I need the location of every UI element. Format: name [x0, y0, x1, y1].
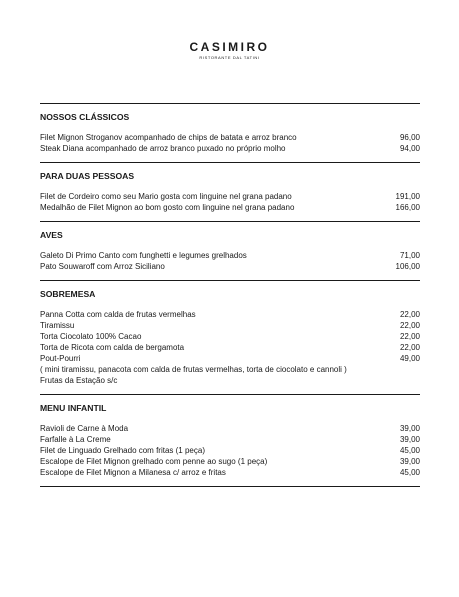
menu-item-price: 49,00 [399, 354, 420, 363]
section-title: NOSSOS CLÁSSICOS [40, 112, 130, 122]
section-title: AVES [40, 230, 63, 240]
menu-item [40, 331, 420, 342]
menu-item-name: Escalope de Filet Mignon grelhado com penne ao sugo (1 peça) [40, 457, 268, 466]
menu-item-name: Pato Souwaroff com Arroz Siciliano [40, 262, 165, 271]
menu-item-price: 39,00 [399, 457, 420, 466]
menu-item-price: 191,00 [395, 192, 420, 201]
menu-item-name: Farfalle à La Creme [40, 435, 111, 444]
menu-item [40, 434, 420, 445]
menu-item-price: 71,00 [399, 251, 420, 260]
menu-item [40, 423, 420, 434]
brand-name: CASIMIRO [189, 40, 270, 54]
menu-item-name: Frutas da Estação s/c [40, 376, 118, 385]
menu-section [40, 103, 420, 162]
section-title: PARA DUAS PESSOAS [40, 171, 135, 181]
menu-item [40, 143, 420, 154]
menu-section [40, 221, 420, 280]
menu-item-name: Panna Cotta com calda de frutas vermelhas [40, 310, 196, 319]
menu-item [40, 364, 420, 375]
menu-item-price: 45,00 [399, 468, 420, 477]
section-title: MENU INFANTIL [40, 403, 107, 413]
menu-section [40, 280, 420, 394]
menu-item-name: Filet de Cordeiro como seu Mario gosta com linguine nel grana padano [40, 192, 292, 201]
menu-item-price: 22,00 [399, 321, 420, 330]
brand-tagline: RISTORANTE DAL TATINI [199, 55, 260, 60]
menu-item [40, 191, 420, 202]
menu-item-price: 39,00 [399, 424, 420, 433]
menu-item-name: Filet de Linguado Grelhado com fritas (1 peça) [40, 446, 205, 455]
menu-section [40, 162, 420, 221]
menu-item [40, 342, 420, 353]
menu-item-name: Escalope de Filet Mignon a Milanesa c/ arroz e fritas [40, 468, 226, 477]
menu-item [40, 467, 420, 478]
menu-item [40, 261, 420, 272]
menu-item-price: 96,00 [399, 133, 420, 142]
menu-item [40, 202, 420, 213]
menu-item-name: Tiramissu [40, 321, 75, 330]
menu-item [40, 353, 420, 364]
menu-item [40, 375, 420, 386]
menu-item-price: 106,00 [395, 262, 420, 271]
menu-item-name: Pout-Pourri [40, 354, 81, 363]
menu-item-name: Medalhão de Filet Mignon ao bom gosto com linguine nel grana padano [40, 203, 295, 212]
menu-item [40, 320, 420, 331]
menu-item [40, 456, 420, 467]
menu-item [40, 309, 420, 320]
menu-item-name: ( mini tiramissu, panacota com calda de frutas vermelhas, torta de ciocolato e cannoli ) [40, 365, 347, 374]
menu-item-name: Torta de Ricota com calda de bergamota [40, 343, 185, 352]
brand-header [0, 40, 459, 61]
menu-section [40, 394, 420, 487]
menu-item-price: 22,00 [399, 332, 420, 341]
menu-item-name: Torta Ciocolato 100% Cacao [40, 332, 142, 341]
section-title: SOBREMESA [40, 289, 96, 299]
menu-item-name: Steak Diana acompanhado de arroz branco puxado no próprio molho [40, 144, 286, 153]
menu-item-price: 22,00 [399, 310, 420, 319]
menu-item [40, 250, 420, 261]
menu-item-price: 22,00 [399, 343, 420, 352]
menu-item-price: 45,00 [399, 446, 420, 455]
menu-item [40, 445, 420, 456]
menu-item-price: 94,00 [399, 144, 420, 153]
menu-item-price: 166,00 [395, 203, 420, 212]
menu-item-name: Filet Mignon Stroganov acompanhado de chips de batata e arroz branco [40, 133, 297, 142]
menu-list [40, 103, 420, 487]
menu-item-price: 39,00 [399, 435, 420, 444]
menu-item-name: Ravioli de Carne à Moda [40, 424, 129, 433]
menu-item [40, 132, 420, 143]
menu-item-name: Galeto Di Primo Canto com funghetti e legumes grelhados [40, 251, 247, 260]
